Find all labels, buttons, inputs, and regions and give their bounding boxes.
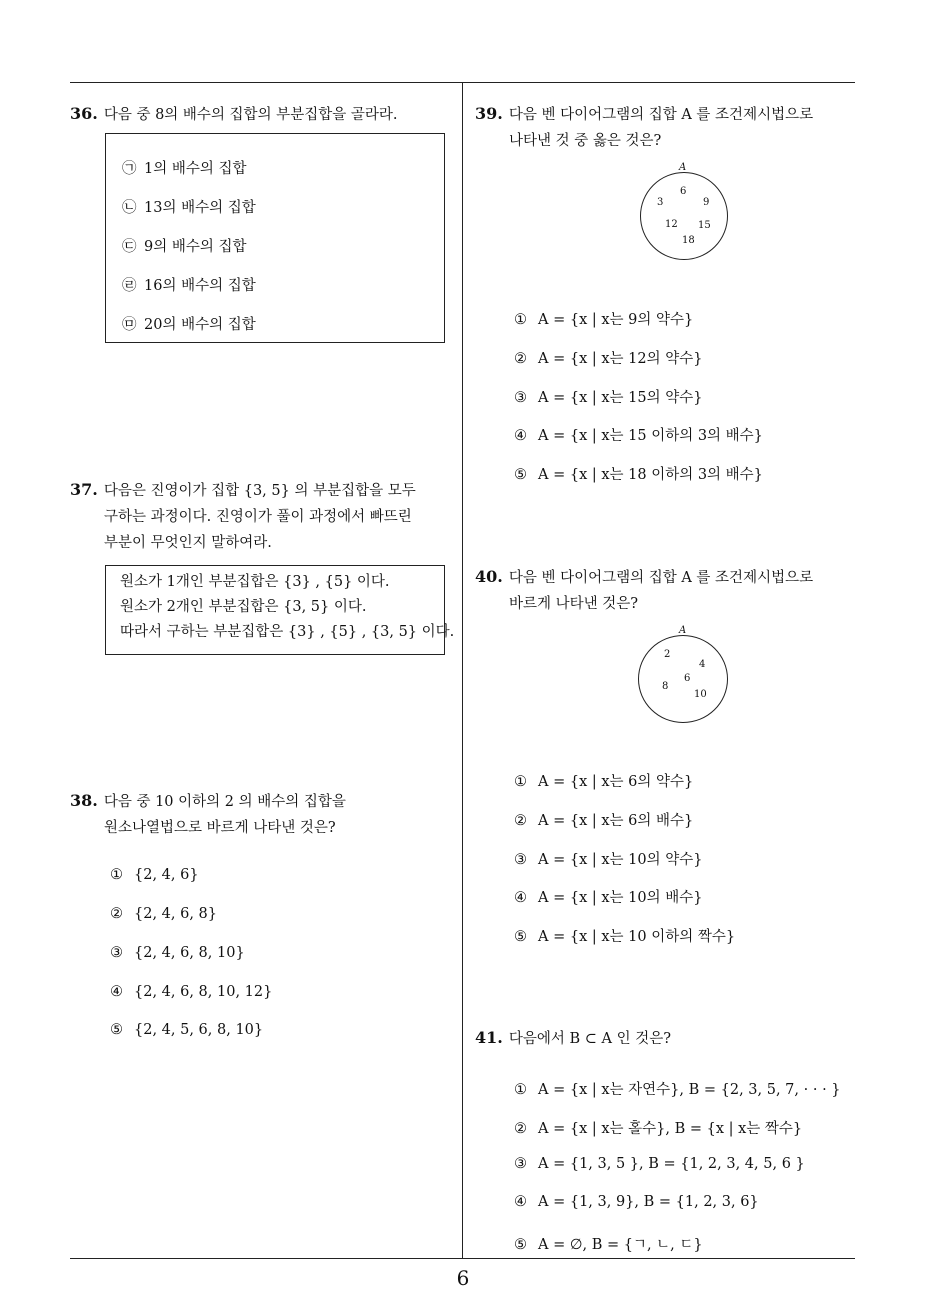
question-number: 40. (475, 567, 503, 586)
venn-element: 10 (694, 689, 707, 700)
process-line-3: 따라서 구하는 부분집합은 {3} , {5} , {3, 5} 이다. (120, 624, 455, 640)
q41-option-2[interactable]: ② A = {x | x는 홀수}, B = {x | x는 짝수} (514, 1121, 803, 1137)
venn-element: 9 (703, 197, 710, 208)
question-text: 다음 중 8의 배수의 집합의 부분집합을 골라라. (103, 107, 398, 123)
venn-element: 18 (682, 235, 695, 246)
column-divider (462, 83, 463, 1259)
venn-element: 8 (662, 681, 669, 692)
question-39: 39. 다음 벤 다이어그램의 집합 A 를 조건제시법으로 나타낸 것 중 옳은 것은? (475, 104, 814, 149)
q36-item-5: ㉤ 20의 배수의 집합 (122, 317, 256, 333)
venn-element: 2 (664, 649, 671, 660)
q39-option-2[interactable]: ② A = {x | x는 12의 약수} (514, 351, 703, 367)
venn-set-label: A (679, 162, 687, 173)
question-number: 39. (475, 104, 503, 123)
process-line-2: 원소가 2개인 부분집합은 {3, 5} 이다. (120, 599, 367, 615)
question-41: 41. 다음에서 B ⊂ A 인 것은? (475, 1028, 671, 1047)
q39-option-4[interactable]: ④ A = {x | x는 15 이하의 3의 배수} (514, 428, 763, 444)
q41-option-1[interactable]: ① A = {x | x는 자연수}, B = {2, 3, 5, 7, · · · } (514, 1082, 841, 1098)
q39-option-3[interactable]: ③ A = {x | x는 15의 약수} (514, 390, 703, 406)
q36-item-1: ㉠ 1의 배수의 집합 (122, 161, 247, 177)
q36-item-2: ㉡ 13의 배수의 집합 (122, 200, 256, 216)
venn-set-label: A (679, 625, 687, 636)
venn-element: 15 (698, 220, 711, 231)
q38-option-2[interactable]: ② {2, 4, 6, 8} (110, 906, 218, 922)
venn-element: 12 (665, 219, 678, 230)
venn-element: 6 (680, 186, 687, 197)
venn-element: 6 (684, 673, 691, 684)
question-38: 38. 다음 중 10 이하의 2 의 배수의 집합을 원소나열법으로 바르게 나타낸 것은? (70, 791, 346, 836)
q38-option-5[interactable]: ⑤ {2, 4, 5, 6, 8, 10} (110, 1022, 264, 1038)
q40-option-2[interactable]: ② A = {x | x는 6의 배수} (514, 813, 694, 829)
q39-venn-diagram (640, 162, 730, 262)
q40-option-5[interactable]: ⑤ A = {x | x는 10 이하의 짝수} (514, 929, 736, 945)
q39-option-5[interactable]: ⑤ A = {x | x는 18 이하의 3의 배수} (514, 467, 763, 483)
q36-item-4: ㉣ 16의 배수의 집합 (122, 278, 256, 294)
q36-item-box (105, 133, 445, 343)
question-36 (70, 101, 397, 128)
q38-option-1[interactable]: ① {2, 4, 6} (110, 867, 199, 883)
q41-option-3[interactable]: ③ A = {1, 3, 5 }, B = {1, 2, 3, 4, 5, 6 } (514, 1156, 805, 1172)
q41-option-5[interactable]: ⑤ A = ∅, B = {ㄱ, ㄴ, ㄷ} (514, 1237, 703, 1253)
question-number: 37. (70, 480, 98, 499)
q38-option-3[interactable]: ③ {2, 4, 6, 8, 10} (110, 945, 245, 961)
q37-process-box (105, 565, 455, 655)
q39-option-1[interactable]: ① A = {x | x는 9의 약수} (514, 312, 694, 328)
q36-item-3: ㉢ 9의 배수의 집합 (122, 239, 247, 255)
venn-circle (638, 635, 728, 723)
q40-option-1[interactable]: ① A = {x | x는 6의 약수} (514, 774, 694, 790)
question-40: 40. 다음 벤 다이어그램의 집합 A 를 조건제시법으로 바르게 나타낸 것은? (475, 567, 814, 612)
q38-option-4[interactable]: ④ {2, 4, 6, 8, 10, 12} (110, 984, 273, 1000)
process-line-1: 원소가 1개인 부분집합은 {3} , {5} 이다. (120, 574, 390, 590)
bottom-rule (70, 1258, 855, 1259)
page-number: 6 (456, 1266, 470, 1290)
venn-element: 3 (657, 197, 664, 208)
venn-element: 4 (699, 659, 706, 670)
q41-option-4[interactable]: ④ A = {1, 3, 9}, B = {1, 2, 3, 6} (514, 1194, 759, 1210)
q40-option-3[interactable]: ③ A = {x | x는 10의 약수} (514, 852, 703, 868)
q40-option-4[interactable]: ④ A = {x | x는 10의 배수} (514, 890, 703, 906)
question-number: 38. (70, 791, 98, 810)
question-number: 41. (475, 1028, 503, 1047)
q40-venn-diagram (638, 625, 730, 725)
question-number: 36. (70, 104, 98, 123)
question-37: 37. 다음은 진영이가 집합 {3, 5} 의 부분집합을 모두 구하는 과정이다. 진영이가 풀이 과정에서 빠뜨린 부분이 무엇인지 말하여라. (70, 480, 416, 551)
